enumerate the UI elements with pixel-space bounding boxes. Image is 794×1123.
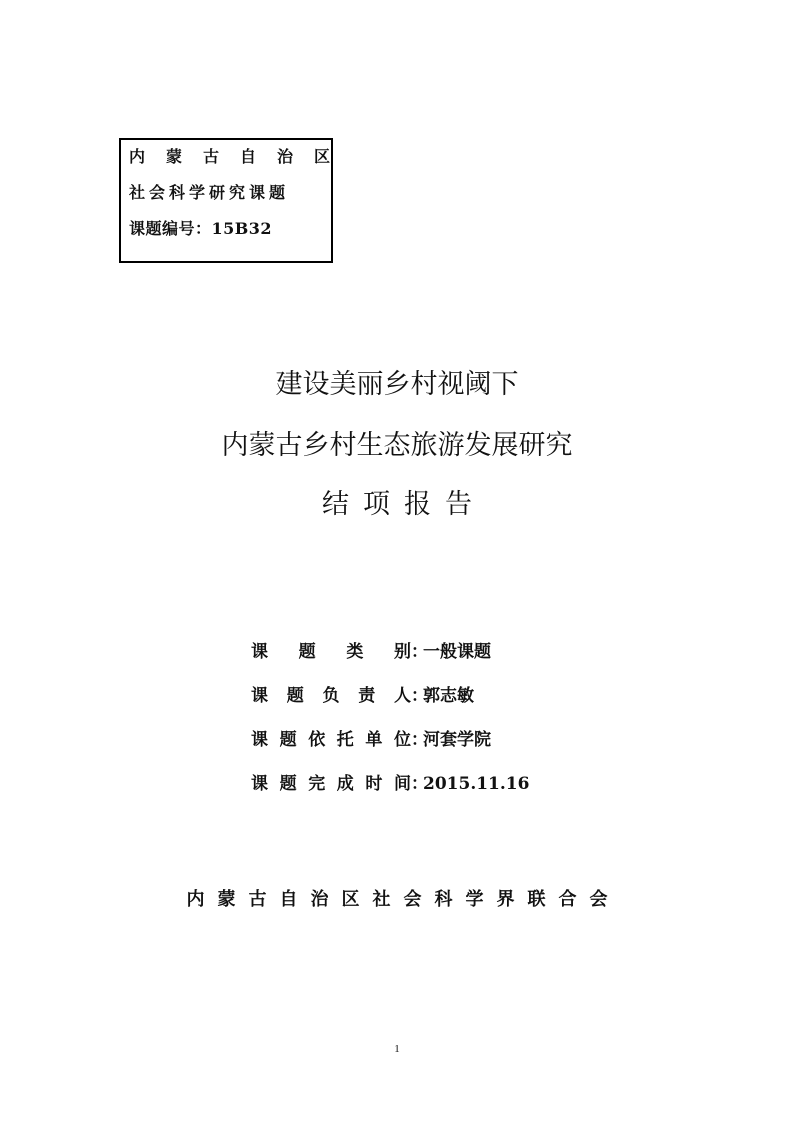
detail-row-category: [251, 637, 529, 681]
box-research-line: 社会科学研究课题: [129, 183, 290, 202]
box-project-number: 课题编号：15B32: [129, 219, 273, 238]
detail-separator: ：: [411, 686, 428, 706]
detail-value: 郭志敏: [423, 686, 474, 706]
project-details: [251, 637, 529, 813]
detail-value: 2015.11.16: [423, 774, 530, 794]
detail-separator: ：: [411, 730, 428, 750]
detail-label: 课题类别: [251, 642, 411, 662]
report-title-line-1: 建设美丽乡村视阈下: [275, 369, 519, 400]
report-title-line-2: 内蒙古乡村生态旅游发展研究: [221, 430, 573, 461]
detail-row-leader: [251, 681, 529, 725]
project-info-box: [119, 138, 352, 263]
page-number: 1: [394, 1043, 400, 1055]
detail-label: 课题依托单位: [251, 730, 411, 750]
issuing-organization: 内蒙古自治区社会科学界联合会: [186, 889, 621, 910]
detail-label: 课题完成时间: [251, 774, 411, 794]
report-title-line-3: 结项报告: [322, 489, 486, 520]
box-region-line: 内蒙古自治区: [129, 147, 352, 166]
detail-label: 课题负责人: [251, 686, 411, 706]
detail-separator: ：: [411, 774, 428, 794]
detail-row-completion-date: [251, 769, 529, 813]
detail-value: 一般课题: [423, 642, 491, 662]
detail-value: 河套学院: [423, 730, 491, 750]
detail-row-unit: [251, 725, 529, 769]
detail-separator: ：: [411, 642, 428, 662]
